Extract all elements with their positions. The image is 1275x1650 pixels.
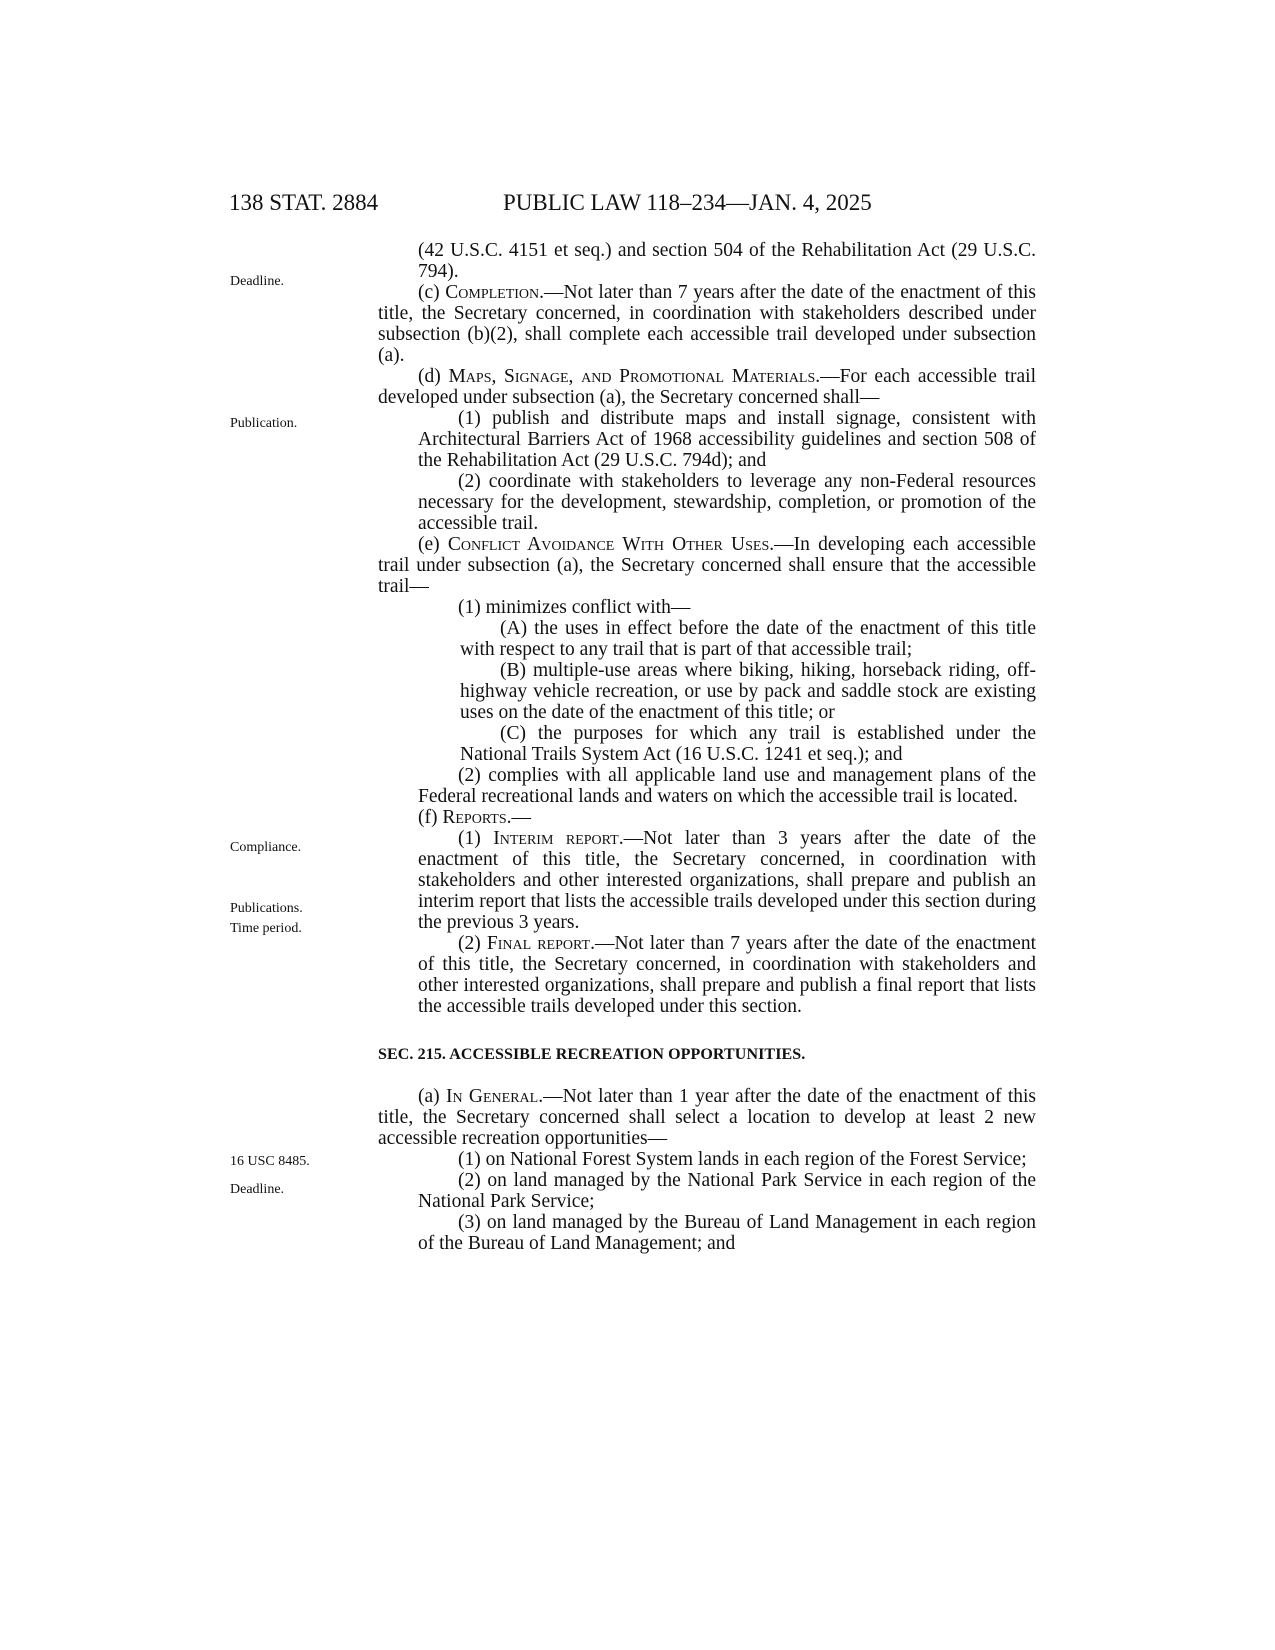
subsection-f-label: (f) xyxy=(418,807,443,828)
subsection-c-text: .—Not later than 7 years after the date of the enactment of this title, the Secretary concerned, in coordination with stakeholders described under subsection (b)(2), shall complete each accessible trail developed under subsection (a). xyxy=(378,282,1036,366)
subsection-d-text: .—For each accessible trail developed under subsection (a), the Secretary concerned shall— xyxy=(378,366,1036,408)
margin-note-publication: Publication. xyxy=(230,416,298,431)
paragraph-e2: (2) complies with all applicable land use and management plans of the Federal recreational lands and waters on which the accessible trail is located. xyxy=(418,765,1036,807)
subsection-a-heading: In General xyxy=(445,1086,539,1107)
margin-note-usc-cite: 16 USC 8485. xyxy=(230,1154,310,1169)
paragraph-f1-heading: Interim report xyxy=(493,828,619,849)
subsection-e-label: (e) xyxy=(418,534,448,555)
document-body xyxy=(378,240,1036,1254)
subsection-e-heading: Conflict Avoidance With Other Uses xyxy=(447,534,770,555)
subsection-a-label: (a) xyxy=(418,1086,446,1107)
subsection-f-text: .— xyxy=(506,807,532,828)
subsection-c xyxy=(378,282,1036,366)
margin-note-compliance: Compliance. xyxy=(230,840,302,855)
subparagraph-e1B: (B) multiple-use areas where biking, hiking, horseback riding, off-highway vehicle recreation, or use by pack and saddle stock are existing uses on the date of the enactment of this title; or xyxy=(460,660,1036,723)
paragraph-f1-label: (1) xyxy=(458,828,494,849)
continuation-paragraph: (42 U.S.C. 4151 et seq.) and section 504 of the Rehabilitation Act (29 U.S.C. 794). xyxy=(418,240,1036,282)
margin-note-deadline-2: Deadline. xyxy=(230,1182,285,1197)
paragraph-a2: (2) on land managed by the National Park Service in each region of the National Park Service; xyxy=(418,1170,1036,1212)
subsection-e-text: .—In developing each accessible trail under subsection (a), the Secretary concerned shall ensure that the accessible trail— xyxy=(378,534,1036,597)
subsection-f xyxy=(378,807,1036,828)
stat-page-number: 138 STAT. 2884 xyxy=(229,190,379,215)
paragraph-d1: (1) publish and distribute maps and install signage, consistent with Architectural Barriers Act of 1968 accessibility guidelines and section 508 of the Rehabilitation Act (29 U.S.C. 794d); and xyxy=(418,408,1036,471)
paragraph-f2 xyxy=(378,933,1036,1017)
paragraph-f2-heading: Final report xyxy=(486,933,591,954)
paragraph-a1: (1) on National Forest System lands in each region of the Forest Service; xyxy=(458,1149,1027,1170)
subsection-e xyxy=(378,534,1036,597)
paragraph-f2-text: .—Not later than 7 years after the date of the enactment of this title, the Secretary concerned, in coordination with stakeholders and other interested organizations, shall prepare and publish a final report that lists the accessible trails developed under this section. xyxy=(418,933,1036,1017)
subsection-a xyxy=(378,1086,1036,1149)
subsection-d xyxy=(378,366,1036,408)
subsection-c-heading: Completion xyxy=(445,282,540,303)
subsection-f-heading: Reports xyxy=(442,807,507,828)
margin-note-publications: Publications. xyxy=(230,901,303,916)
paragraph-a3: (3) on land managed by the Bureau of Land Management in each region of the Bureau of Land Management; and xyxy=(418,1212,1036,1254)
subsection-d-heading: Maps, Signage, and Promotional Materials xyxy=(448,366,816,387)
subsection-c-label: (c) xyxy=(418,282,446,303)
subsection-d-label: (d) xyxy=(418,366,449,387)
subparagraph-e1C: (C) the purposes for which any trail is established under the National Trails System Act (16 U.S.C. 1241 et seq.); and xyxy=(460,723,1036,765)
margin-note-time-period: Time period. xyxy=(230,921,302,936)
paragraph-e1: (1) minimizes conflict with— xyxy=(458,597,691,618)
public-law-title: PUBLIC LAW 118–234—JAN. 4, 2025 xyxy=(503,190,872,215)
paragraph-f1 xyxy=(378,828,1036,933)
section-heading: SEC. 215. ACCESSIBLE RECREATION OPPORTUNITIES. xyxy=(378,1046,806,1063)
paragraph-f2-label: (2) xyxy=(458,933,487,954)
page-header xyxy=(229,190,1055,220)
subparagraph-e1A: (A) the uses in effect before the date of the enactment of this title with respect to any trail that is part of that accessible trail; xyxy=(460,618,1036,660)
subsection-a-text: .—Not later than 1 year after the date of the enactment of this title, the Secretary concerned shall select a location to develop at least 2 new accessible recreation opportunities— xyxy=(378,1086,1036,1149)
paragraph-f1-text: .—Not later than 3 years after the date of the enactment of this title, the Secretary concerned, in coordination with stakeholders and other interested organizations, shall prepare and publish an interim report that lists the accessible trails developed under this section during the previous 3 years. xyxy=(418,828,1036,933)
margin-note-deadline: Deadline. xyxy=(230,274,285,289)
paragraph-d2: (2) coordinate with stakeholders to leverage any non-Federal resources necessary for the development, stewardship, completion, or promotion of the accessible trail. xyxy=(418,471,1036,534)
